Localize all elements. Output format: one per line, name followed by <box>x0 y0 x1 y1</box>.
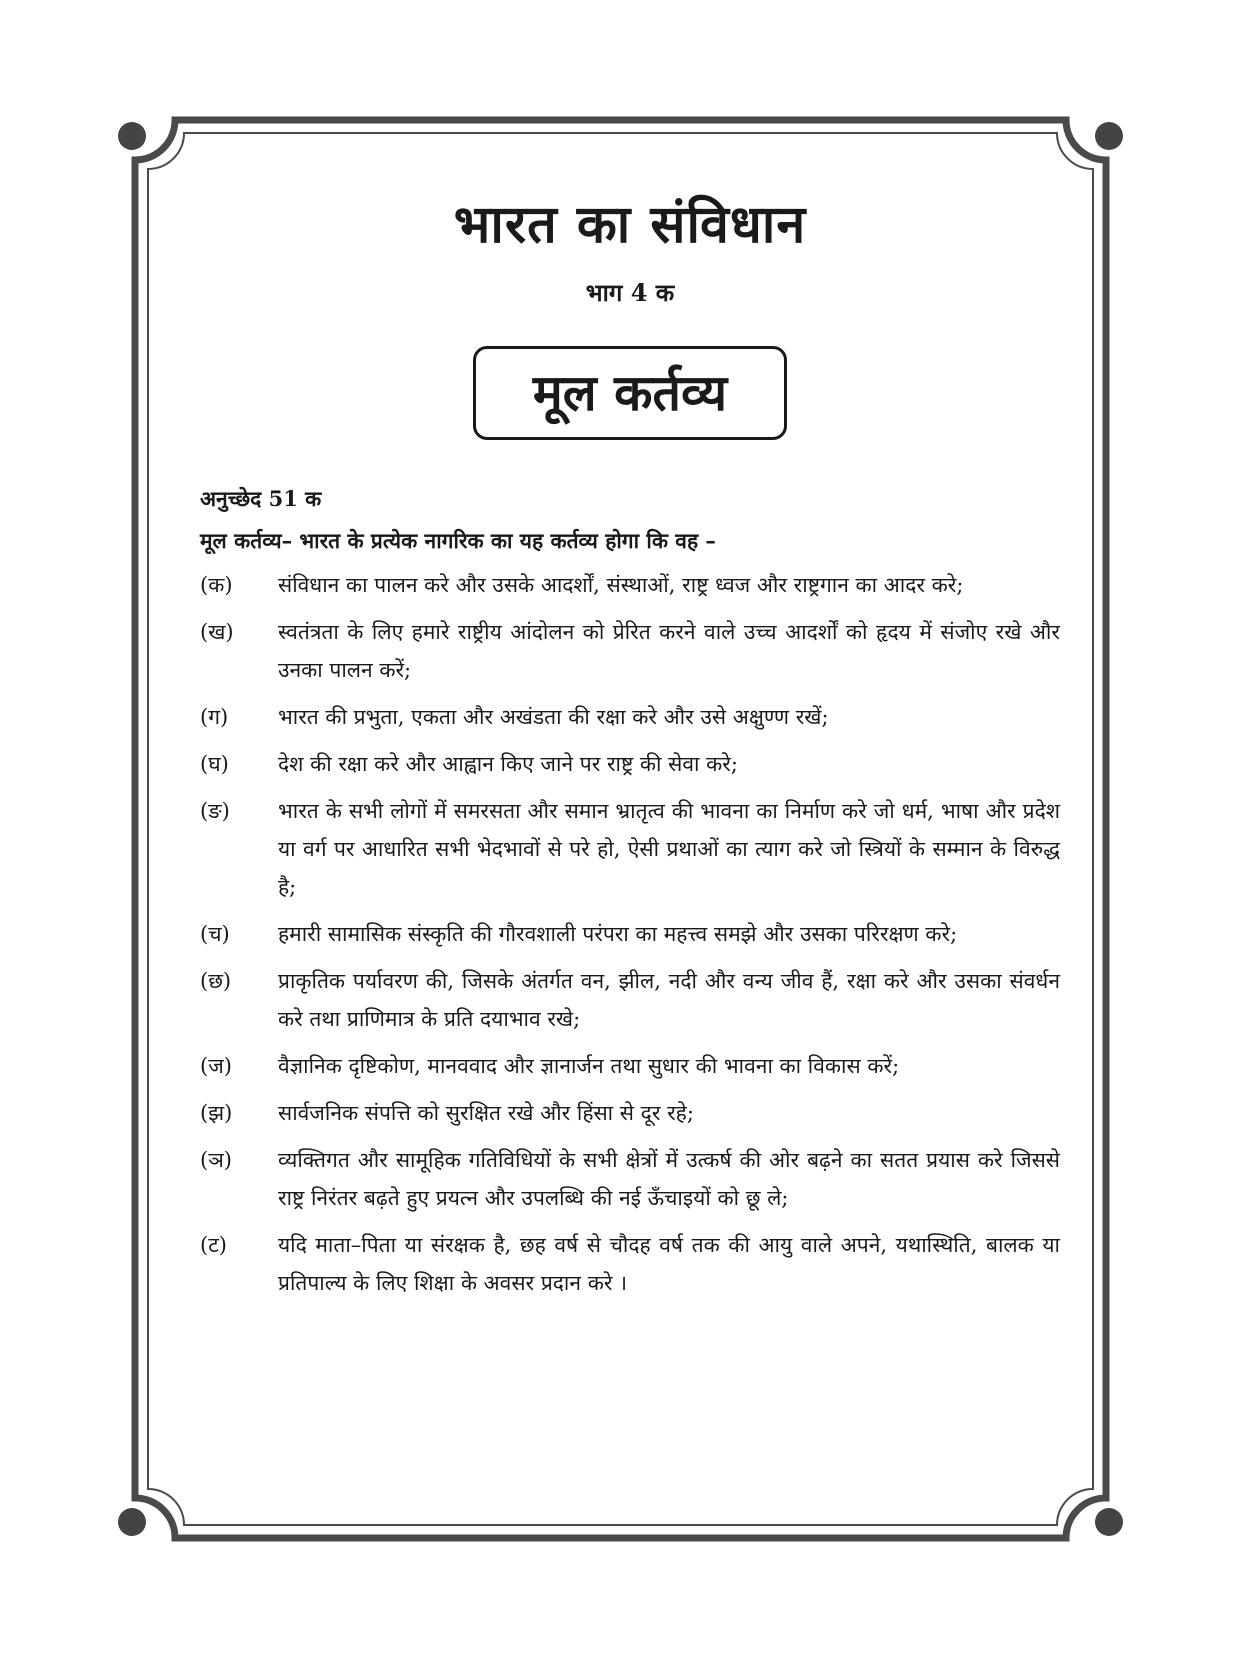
list-item-text: भारत के सभी लोगों में समरसता और समान भ्रातृत्व की भावना का निर्माण करे जो धर्म, भाषा और प्रदेश या वर्ग पर आधारित सभी भेदभावों से परे हो, ऐसी प्रथाओं का त्याग करे जो स्त्रियों के सम्मान के विरुद्ध है; <box>278 799 1060 899</box>
document-content <box>200 190 1060 1311</box>
list-item <box>200 915 1060 953</box>
list-item-marker: (घ) <box>200 752 229 776</box>
list-item <box>200 745 1060 783</box>
list-item-marker: (ङ) <box>200 799 230 823</box>
list-item-text: भारत की प्रभुता, एकता और अखंडता की रक्षा करे और उसे अक्षुण्ण रखें; <box>278 705 829 729</box>
list-item <box>200 566 1060 604</box>
part-label: भाग 4 क <box>585 278 675 307</box>
corner-dot-bottom-left <box>118 1508 146 1536</box>
list-item <box>200 1141 1060 1217</box>
list-item <box>200 698 1060 736</box>
page-title: भारत का संविधान <box>453 194 807 255</box>
list-item-marker: (क) <box>200 573 233 597</box>
list-item-marker: (ग) <box>200 705 229 729</box>
list-item-text: प्राकृतिक पर्यावरण की, जिसके अंतर्गत वन, झील, नदी और वन्य जीव हैं, रक्षा करे और उसका संवर्धन करे तथा प्राणिमात्र के प्रति दयाभाव रखे; <box>278 969 1060 1031</box>
list-item-marker: (च) <box>200 922 230 946</box>
list-item-text: सार्वजनिक संपत्ति को सुरक्षित रखे और हिंसा से दूर रहे; <box>278 1101 694 1125</box>
corner-dot-top-left <box>118 122 146 150</box>
list-item-text: वैज्ञानिक दृष्टिकोण, मानववाद और ज्ञानार्जन तथा सुधार की भावना का विकास करें; <box>278 1054 900 1078</box>
list-item <box>200 792 1060 906</box>
list-item-marker: (ज) <box>200 1054 232 1078</box>
corner-dot-top-right <box>1095 122 1123 150</box>
list-item <box>200 1226 1060 1302</box>
article-label: अनुच्छेद 51 क <box>200 486 322 511</box>
list-item <box>200 1047 1060 1085</box>
list-item-text: यदि माता–पिता या संरक्षक है, छह वर्ष से चौदह वर्ष तक की आयु वाले अपने, यथास्थिति, बालक या प्रतिपाल्य के लिए शिक्षा के अवसर प्रदान करे । <box>278 1233 1060 1295</box>
list-item-text: स्वतंत्रता के लिए हमारे राष्ट्रीय आंदोलन को प्रेरित करने वाले उच्च आदर्शों को हृदय में संजोए रखे और उनका पालन करें; <box>278 620 1060 682</box>
list-item-marker: (ञ) <box>200 1148 232 1172</box>
intro-statement: मूल कर्तव्य– भारत के प्रत्येक नागरिक का यह कर्तव्य होगा कि वह – <box>200 528 716 553</box>
list-item-marker: (झ) <box>200 1101 233 1125</box>
list-item-text: संविधान का पालन करे और उसके आदर्शों, संस्थाओं, राष्ट्र ध्वज और राष्ट्रगान का आदर करे; <box>278 573 964 597</box>
corner-dot-bottom-right <box>1095 1508 1123 1536</box>
fundamental-duties-heading: मूल कर्तव्य <box>473 346 787 440</box>
list-item <box>200 1094 1060 1132</box>
list-item-marker: (ख) <box>200 620 234 644</box>
list-item <box>200 962 1060 1038</box>
boxed-title-container <box>200 346 1060 440</box>
list-item-text: व्यक्तिगत और सामूहिक गतिविधियों के सभी क्षेत्रों में उत्कर्ष की ओर बढ़ने का सतत प्रयास करे जिससे राष्ट्र निरंतर बढ़ते हुए प्रयत्न और उपलब्धि की नई ऊँचाइयों को छू ले; <box>278 1148 1060 1210</box>
list-item-text: देश की रक्षा करे और आह्वान किए जाने पर राष्ट्र की सेवा करे; <box>278 752 738 776</box>
list-item-marker: (छ) <box>200 969 232 993</box>
duties-list <box>200 566 1060 1302</box>
list-item-text: हमारी सामासिक संस्कृति की गौरवशाली परंपरा का महत्त्व समझे और उसका परिरक्षण करे; <box>278 922 958 946</box>
list-item-marker: (ट) <box>200 1233 227 1257</box>
list-item <box>200 613 1060 689</box>
